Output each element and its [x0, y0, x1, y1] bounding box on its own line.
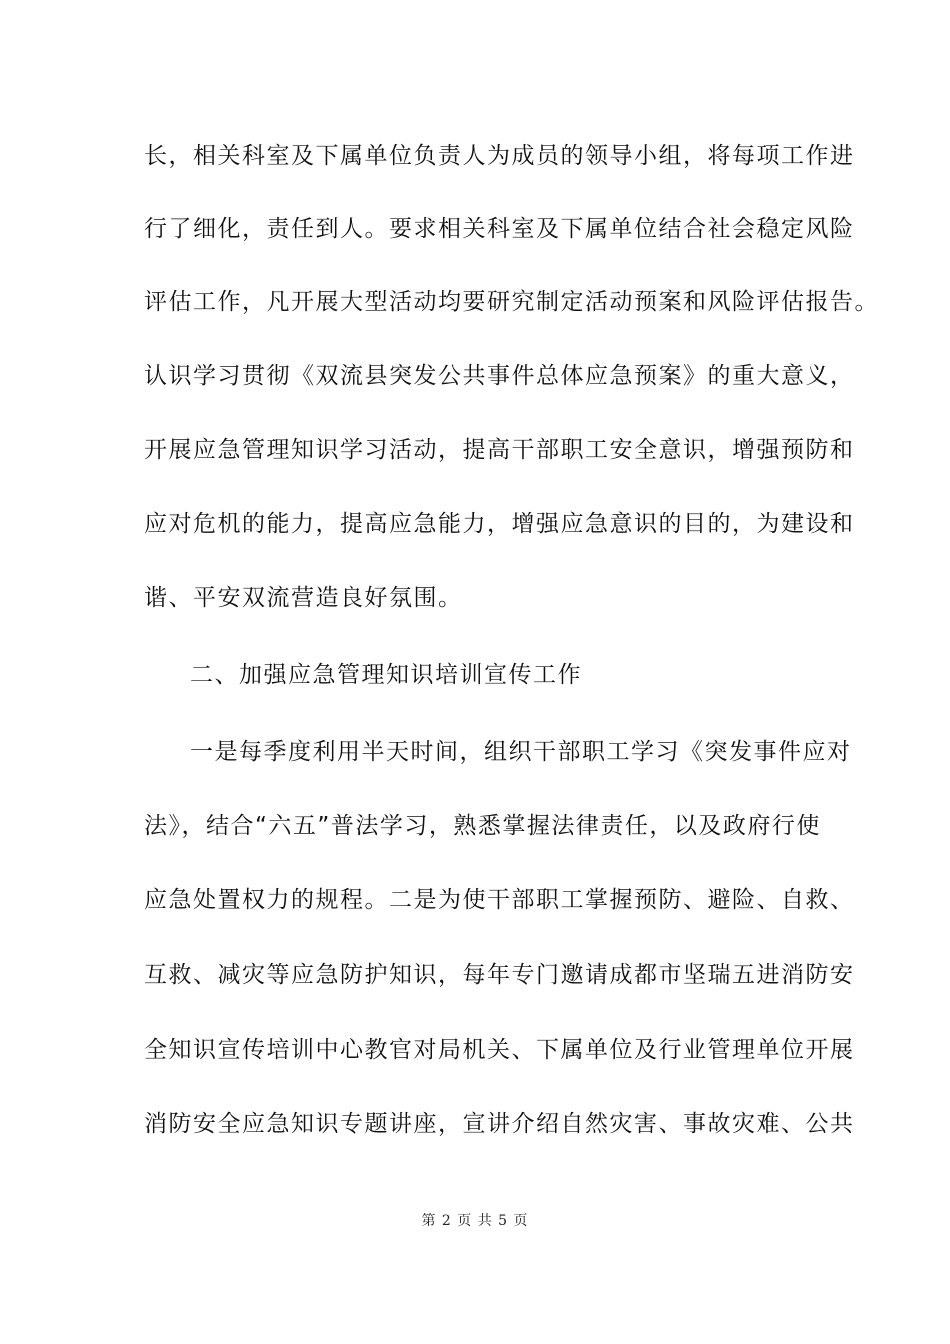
body-line-1: 长，相关科室及下属单位负责人为成员的领导小组，将每项工作进	[144, 143, 855, 169]
body-line-12: 互救、减灾等应急防护知识，每年专门邀请成都市坚瑞五进消防安	[144, 962, 855, 988]
body-line-4: 认识学习贯彻《双流县突发公共事件总体应急预案》的重大意义，	[144, 363, 855, 389]
body-line-3: 评估工作，凡开展大型活动均要研究制定活动预案和风险评估报告。	[144, 289, 879, 315]
body-line-9: 一是每季度利用半天时间，组织干部职工学习《突发事件应对	[190, 739, 852, 765]
body-line-5: 开展应急管理知识学习活动，提高干部职工安全意识，增强预防和	[144, 437, 855, 463]
body-line-2: 行了细化，责任到人。要求相关科室及下属单位结合社会稳定风险	[144, 216, 855, 242]
body-line-7: 谐、平安双流营造良好氛围。	[144, 585, 463, 611]
body-line-6: 应对危机的能力，提高应急能力，增强应急意识的目的，为建设和	[144, 511, 855, 537]
section-heading: 二、加强应急管理知识培训宣传工作	[190, 662, 582, 688]
page-number-footer: 第 2 页 共 5 页	[421, 1213, 529, 1229]
body-line-11: 应急处置权力的规程。二是为使干部职工掌握预防、避险、自救、	[144, 887, 855, 913]
body-line-13: 全知识宣传培训中心教官对局机关、下属单位及行业管理单位开展	[144, 1037, 855, 1063]
body-line-14: 消防安全应急知识专题讲座，宣讲介绍自然灾害、事故灾难、公共	[144, 1111, 855, 1137]
body-line-10: 法》，结合“六五”普法学习，熟悉掌握法律责任，以及政府行使	[144, 813, 821, 839]
